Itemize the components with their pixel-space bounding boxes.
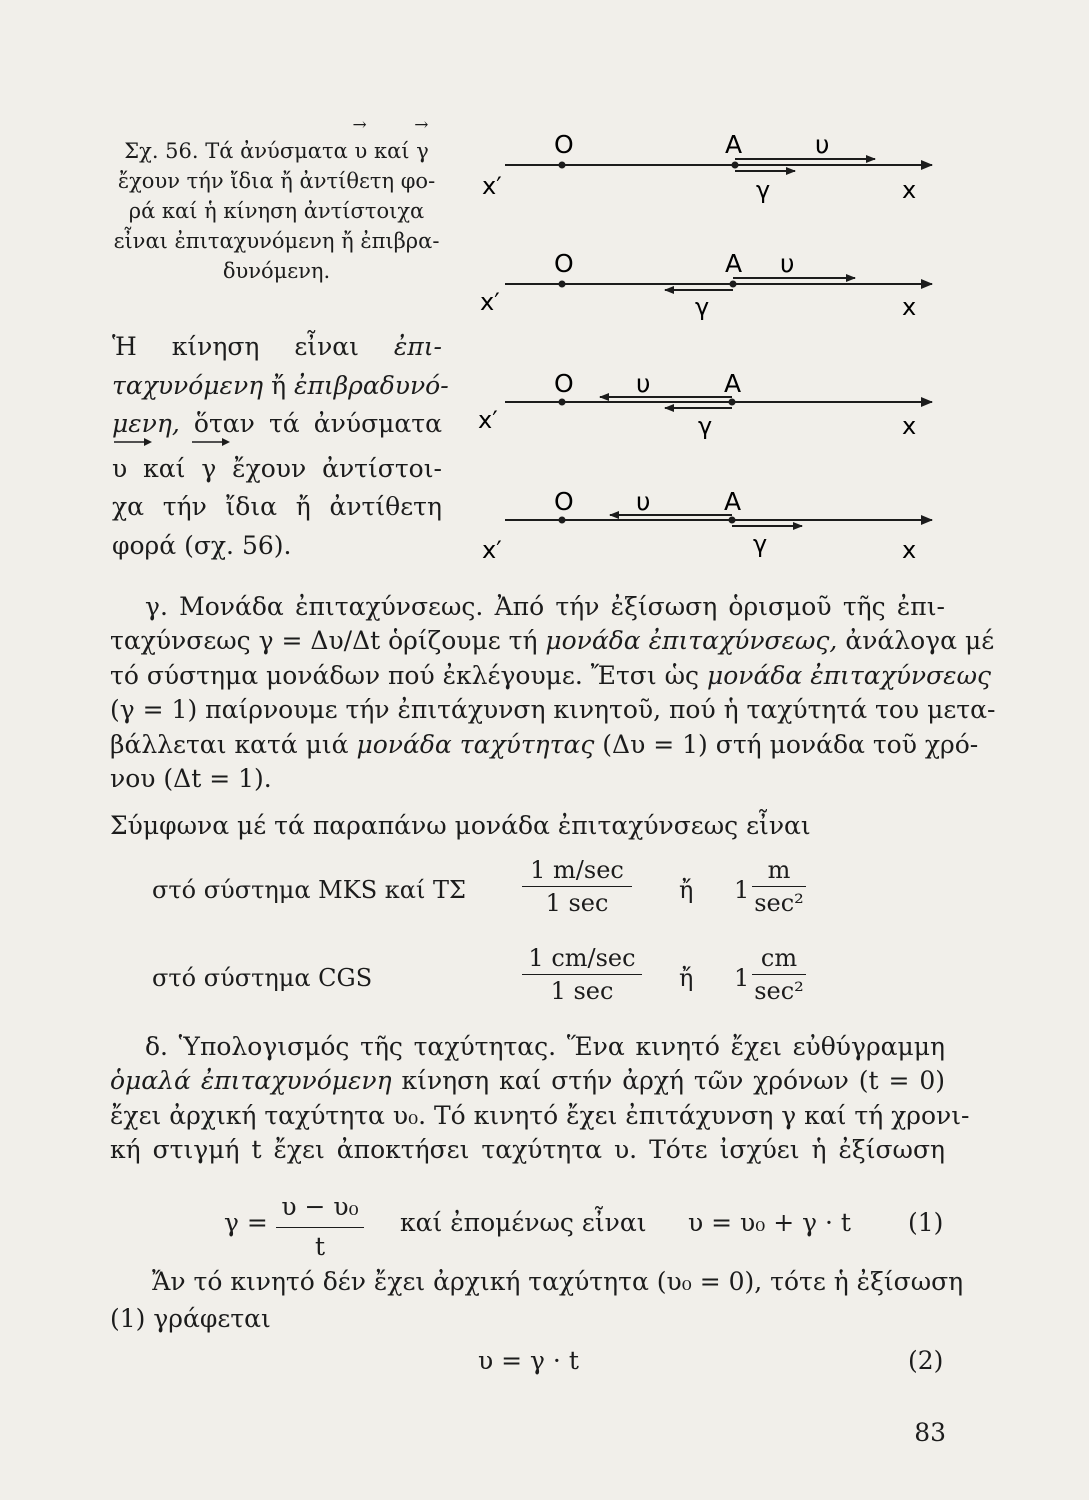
paragraph-line [110, 1064, 945, 1099]
after-line-1 [152, 1265, 964, 1300]
fraction-denominator: sec² [754, 889, 804, 917]
v-label: υ [780, 249, 795, 278]
note-text: ἤ [271, 370, 287, 400]
eq1-fraction [276, 1190, 364, 1264]
cgs-fraction [522, 944, 642, 1005]
text-run: ἀνάλογα μέ [845, 626, 995, 655]
g-label: γ [698, 412, 713, 440]
x-prime-label: x′ [482, 536, 502, 564]
caption-and: καί [373, 139, 410, 163]
figure-56-diagram [470, 120, 960, 580]
section-g-body [110, 624, 996, 843]
fraction-numerator: 1 m/sec [522, 856, 632, 887]
diagram-row-4 [482, 487, 932, 564]
note-line: φορά (σχ. 56). [112, 530, 292, 560]
mks-unit-fraction [752, 856, 806, 917]
one-digit: 1 [734, 964, 750, 992]
eq2-number: (2) [908, 1346, 944, 1375]
diagram-row-3 [478, 369, 932, 440]
note-line: χα τήν ἴδια ἤ ἀντίθετη [112, 492, 442, 521]
caption-line: ἔχουν τήν ἴδια ἤ ἀντίθετη φο- [117, 169, 436, 193]
eq1-middle-text: καί ἐπομένως εἶναι [400, 1208, 647, 1237]
vector-v-symbol: → υ [354, 136, 367, 166]
or-word: ἤ [679, 964, 694, 992]
note-line [112, 444, 442, 489]
figure-caption [104, 136, 449, 286]
section-g-title-line [145, 590, 945, 625]
x-prime-label: x′ [478, 406, 498, 434]
point-a [732, 162, 739, 169]
note-text: υ καί γ ἔχουν ἀντίστοι- [112, 453, 442, 483]
paragraph-line: Σύμφωνα μέ τά παραπάνω μονάδα ἐπιταχύνσεως εἶναι [110, 810, 811, 840]
section-d-title-line [145, 1030, 945, 1065]
note-text: Ἡ κίνηση εἶναι [112, 332, 359, 361]
paragraph-line: Ἄν τό κινητό δέν ἔχει ἀρχική ταχύτητα (υ₀ = 0), τότε ἡ ἐξίσωση [152, 1267, 964, 1296]
caption-line: δυνόμενη. [222, 259, 331, 283]
text-run: κίνηση καί στήν ἀρχή τῶν χρόνων (t = 0) [401, 1066, 945, 1095]
caption-line: ρά καί ἡ κίνηση ἀντίστοιχα [128, 199, 425, 223]
note-line [112, 367, 449, 406]
g-label: γ [753, 530, 768, 558]
note-italic: ἐπι- [393, 332, 442, 361]
italic-run: ὁμαλά ἐπιταχυνόμενη [110, 1066, 392, 1095]
point-a [729, 517, 736, 524]
point-a-label: A [724, 487, 742, 516]
v-label: υ [815, 130, 830, 159]
x-prime-label: x′ [482, 172, 502, 200]
point-a [729, 399, 736, 406]
page-number: 83 [914, 1418, 946, 1447]
text-run: ταχύνσεως γ = Δυ/Δt ὁρίζουμε τή [110, 626, 538, 655]
fraction-denominator: t [314, 1231, 326, 1261]
caption-line: εἶναι ἐπιταχυνόμενη ἤ ἐπιβρα- [113, 229, 440, 253]
vector-g-symbol: → γ [416, 136, 429, 166]
cgs-unit-fraction [752, 944, 806, 1005]
mks-label: στό σύστημα MKS καί ΤΣ [152, 876, 466, 904]
diagram-row-2 [480, 249, 932, 321]
paragraph-line: γ. Μονάδα ἐπιταχύνσεως. Ἀπό τήν ἐξίσωση ὁρισμοῦ τῆς ἐπι- [145, 592, 945, 621]
x-label: x [902, 176, 917, 204]
diagram-row-1 [482, 130, 932, 204]
paragraph-line: νου (Δt = 1). [110, 764, 272, 793]
text-run: τό σύστημα μονάδων πού ἐκλέγουμε. Ἔτσι ὡς [110, 660, 699, 690]
eq1-number: (1) [908, 1208, 944, 1237]
units-table [0, 850, 1089, 1010]
v-label: υ [636, 487, 651, 516]
eq1-rhs: υ = υ₀ + γ · t [688, 1208, 851, 1237]
x-prime-label: x′ [480, 288, 500, 316]
after-line-2: (1) γράφεται [110, 1304, 271, 1333]
origin-label: O [554, 369, 574, 398]
mks-fraction [522, 856, 632, 917]
point-a-label: A [725, 249, 743, 278]
sidebar-vector-arrows [112, 430, 242, 450]
caption-first-line [104, 136, 449, 166]
paragraph-line [110, 659, 991, 694]
text-run: (Δυ = 1) στή μονάδα τοῦ χρό- [602, 729, 979, 759]
v-label: υ [636, 369, 651, 398]
origin-point [559, 162, 566, 169]
x-label: x [902, 293, 917, 321]
caption-prefix: Σχ. 56. Τά ἀνύσματα [124, 139, 348, 163]
g-label: γ [756, 176, 771, 204]
equation-1 [0, 1190, 1089, 1260]
text-run: βάλλεται κατά μιά [110, 729, 349, 759]
note-italic: μενη, [112, 409, 180, 438]
origin-label: O [554, 130, 574, 159]
x-label: x [902, 536, 917, 564]
origin-point [559, 399, 566, 406]
paragraph-line [110, 728, 979, 763]
g-label: γ [695, 293, 710, 321]
paragraph-line: ἔχει ἀρχική ταχύτητα υ₀. Τό κινητό ἔχει ἐπιτάχυνση γ καί τή χρονι- [110, 1100, 970, 1130]
paragraph-line [110, 624, 995, 659]
note-italic: ταχυνόμενη [112, 370, 264, 400]
fraction-denominator: 1 sec [550, 977, 614, 1005]
equation-2: υ = γ · t [478, 1346, 579, 1375]
italic-run: μονάδα ἐπιταχύνσεως, [545, 626, 838, 655]
cgs-label: στό σύστημα CGS [152, 964, 373, 992]
point-a [730, 281, 737, 288]
origin-point [559, 281, 566, 288]
section-d-body [110, 1064, 970, 1168]
paragraph-line: κή στιγμή t ἔχει ἀποκτήσει ταχύτητα υ. Τότε ἰσχύει ἡ ἐξίσωση [110, 1135, 945, 1164]
note-text: ὅταν τά ἀνύσματα [193, 409, 442, 438]
fraction-numerator: m [752, 856, 806, 887]
eq1-lhs: γ = [224, 1208, 268, 1237]
origin-label: O [554, 487, 574, 516]
note-line [112, 328, 442, 367]
fraction-denominator: 1 sec [545, 889, 609, 917]
fraction-numerator: υ − υ₀ [276, 1190, 364, 1228]
fraction-denominator: sec² [754, 977, 804, 1005]
paragraph-line: δ. Ὑπολογισμός τῆς ταχύτητας. Ἕνα κινητό ἔχει εὐθύγραμμη [145, 1032, 945, 1061]
paragraph-line: (γ = 1) παίρνουμε τήν ἐπιτάχυνση κινητοῦ, πού ἡ ταχύτητά του μετα- [110, 695, 996, 724]
italic-run: μονάδα ἐπιταχύνσεως [706, 660, 991, 690]
origin-point [559, 517, 566, 524]
x-label: x [902, 412, 917, 440]
fraction-numerator: cm [752, 944, 806, 975]
one-digit: 1 [734, 876, 750, 904]
italic-run: μονάδα ταχύτητας [356, 729, 595, 759]
point-a-label: A [725, 130, 743, 159]
fraction-numerator: 1 cm/sec [522, 944, 642, 975]
note-italic: ἐπιβραδυνό- [294, 370, 449, 400]
point-a-label: A [724, 369, 742, 398]
or-word: ἤ [679, 876, 694, 904]
origin-label: O [554, 249, 574, 278]
